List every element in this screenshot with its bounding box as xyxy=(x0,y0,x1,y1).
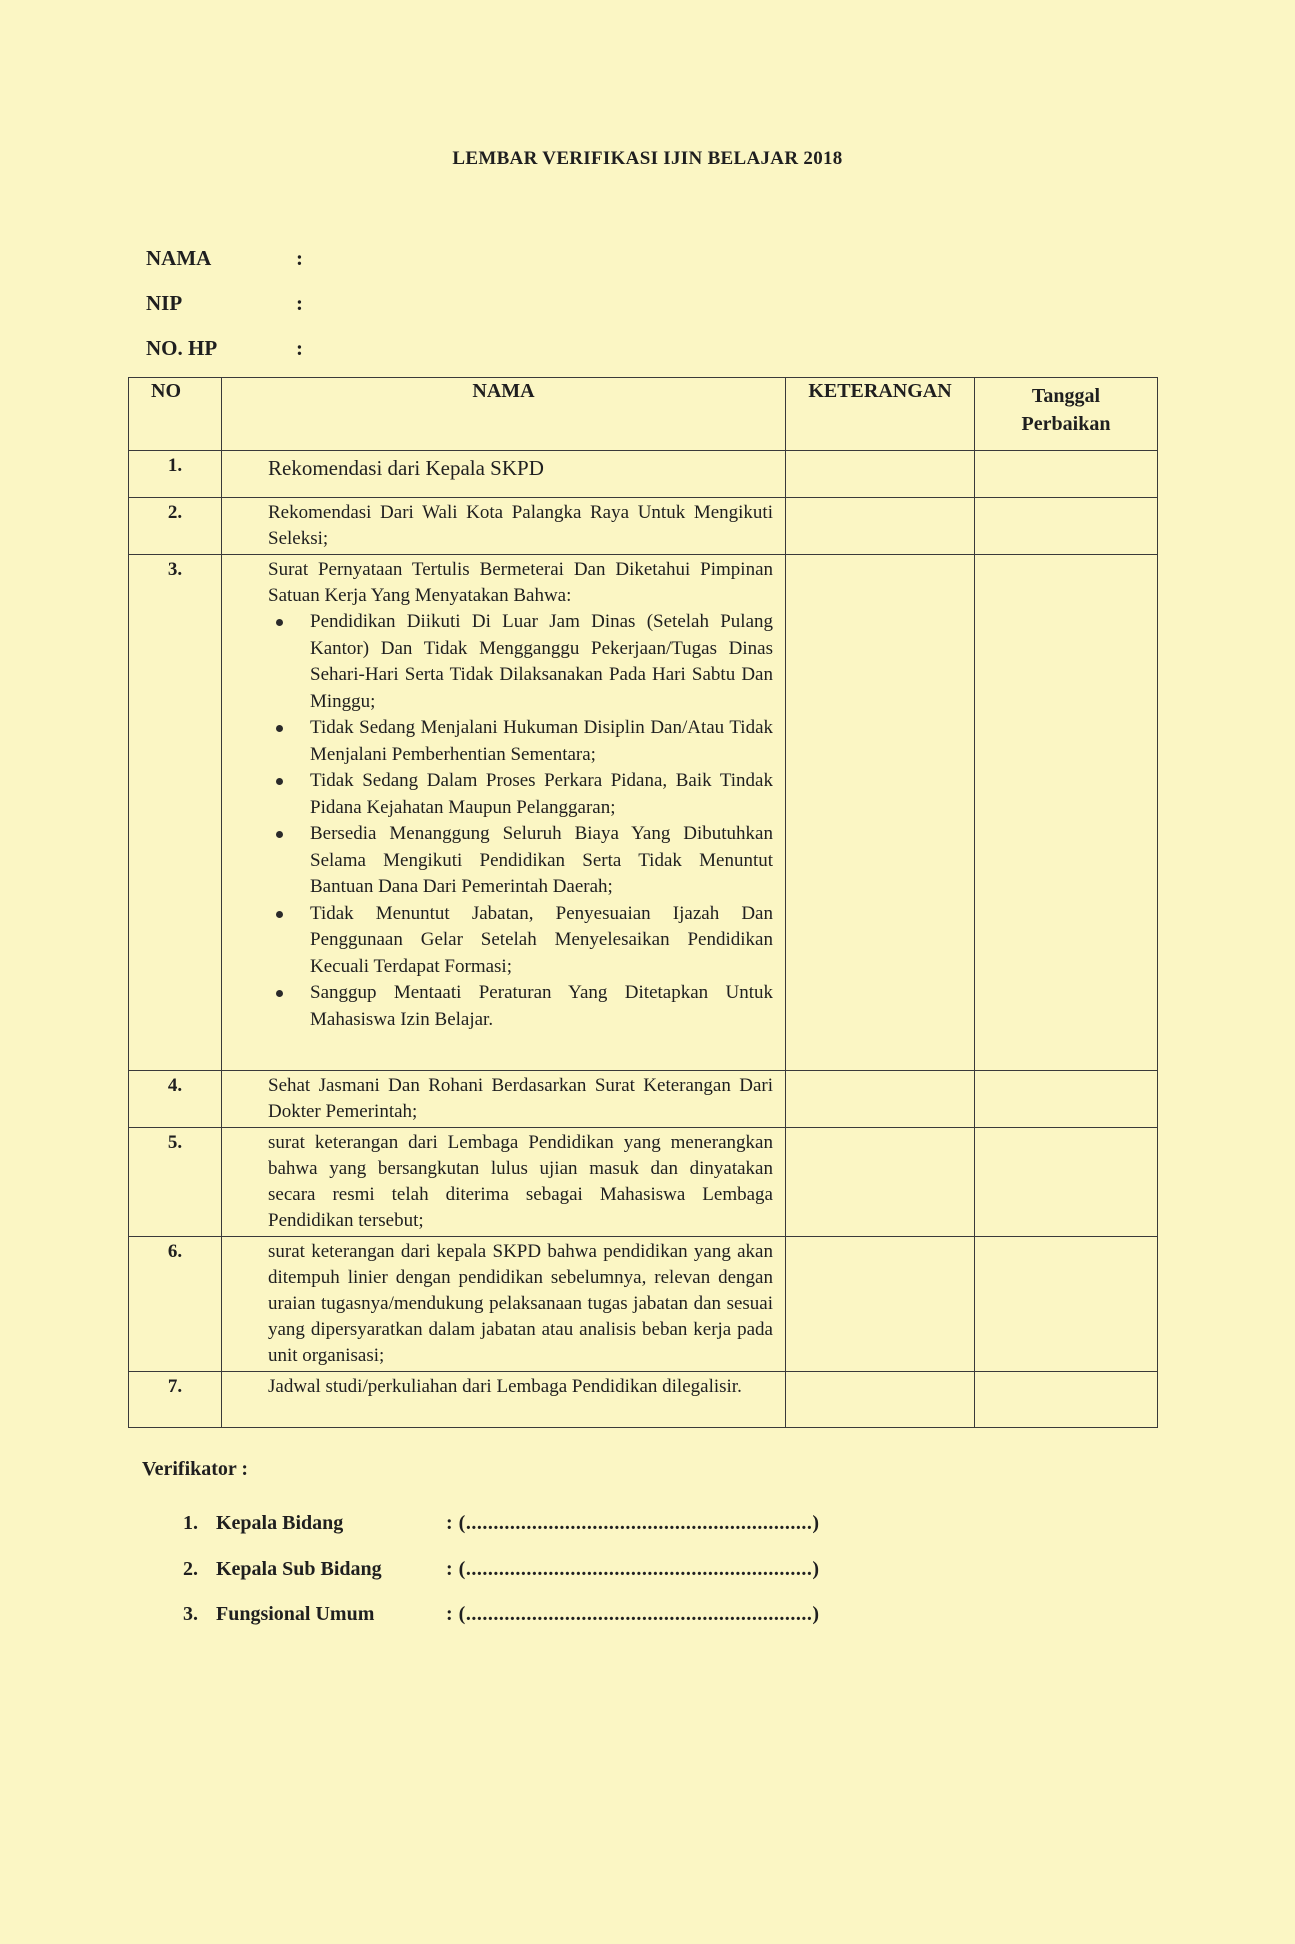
keterangan-cell[interactable] xyxy=(786,451,975,498)
identity-row-nama xyxy=(146,236,316,281)
identity-row-nip xyxy=(146,281,316,326)
table-row xyxy=(129,1237,1158,1372)
requirement-bullet-list xyxy=(268,609,773,1033)
verifikator-role: Kepala Bidang xyxy=(216,1512,344,1535)
row-requirement: Jadwal studi/perkuliahan dari Lembaga Pendidikan dilegalisir. xyxy=(222,1372,786,1428)
identity-colon: : xyxy=(296,291,303,315)
verifikator-title: Verifikator : xyxy=(142,1458,249,1480)
header-nama: NAMA xyxy=(222,378,786,451)
tanggal-perbaikan-cell[interactable] xyxy=(975,1237,1158,1372)
row-requirement: Sehat Jasmani Dan Rohani Berdasarkan Surat Keterangan Dari Dokter Pemerintah; xyxy=(222,1071,786,1128)
tanggal-perbaikan-cell[interactable] xyxy=(975,1372,1158,1428)
list-item-text: Pendidikan Diikuti Di Luar Jam Dinas (Setelah Pulang Kantor) Dan Tidak Mengganggu Pekerjaan/Tugas Dinas Sehari-Hari Serta Tidak Dilaksanakan Pada Hari Sabtu Dan Minggu; xyxy=(310,611,773,712)
header-tanggal-line1: Tanggal xyxy=(1031,385,1101,407)
verifikator-block xyxy=(142,1458,819,1638)
identity-label: NIP xyxy=(146,291,183,315)
table-row xyxy=(129,1372,1158,1428)
row-requirement: surat keterangan dari Lembaga Pendidikan yang menerangkan bahwa yang bersangkutan lulus ujian masuk dan dinyatakan secara resmi telah diterima sebagai Mahasiswa Lembaga Pendidikan tersebut; xyxy=(222,1128,786,1237)
row-number: 6. xyxy=(129,1237,222,1372)
row-number: 2. xyxy=(129,498,222,555)
keterangan-cell[interactable] xyxy=(786,1372,975,1428)
verifikator-row xyxy=(142,1592,819,1638)
row-requirement: surat keterangan dari kepala SKPD bahwa pendidikan yang akan ditempuh linier dengan pendidikan sebelumnya, relevan dengan uraian tugasnya/mendukung pelaksanaan tugas jabatan dan sesuai yang dipersyaratkan dalam jabatan atau analisis beban kerja pada unit organisasi; xyxy=(222,1237,786,1372)
bullet-icon xyxy=(276,725,283,732)
verifikator-number: 1. xyxy=(183,1512,198,1535)
table-row xyxy=(129,1128,1158,1237)
tanggal-perbaikan-cell[interactable] xyxy=(975,1128,1158,1237)
tanggal-perbaikan-cell[interactable] xyxy=(975,498,1158,555)
verifikator-role: Fungsional Umum xyxy=(216,1603,375,1626)
identity-row-no-hp xyxy=(146,326,316,371)
list-item-text: Sanggup Mentaati Peraturan Yang Ditetapkan Untuk Mahasiswa Izin Belajar. xyxy=(310,982,773,1030)
row-requirement-intro: Surat Pernyataan Tertulis Bermeterai Dan Diketahui Pimpinan Satuan Kerja Yang Menyatakan Bahwa: xyxy=(268,559,773,606)
table-row xyxy=(129,498,1158,555)
verification-table xyxy=(128,377,1158,1428)
table-header-row xyxy=(129,378,1158,451)
bullet-icon xyxy=(276,831,283,838)
document-title: LEMBAR VERIFIKASI IJIN BELAJAR 2018 xyxy=(452,148,843,169)
list-item xyxy=(310,609,773,715)
signature-line[interactable]: : (...............................................................) xyxy=(446,1603,820,1626)
verifikator-row xyxy=(142,1547,819,1593)
row-requirement: Rekomendasi Dari Wali Kota Palangka Raya Untuk Mengikuti Seleksi; xyxy=(222,498,786,555)
signature-line[interactable]: : (...............................................................) xyxy=(446,1512,820,1535)
row-number: 7. xyxy=(129,1372,222,1428)
list-item xyxy=(310,715,773,768)
tanggal-perbaikan-cell[interactable] xyxy=(975,555,1158,1071)
table-row xyxy=(129,555,1158,1071)
header-tanggal-line2: Perbaikan xyxy=(1021,413,1111,435)
list-item xyxy=(310,768,773,821)
row-number: 1. xyxy=(129,451,222,498)
list-item-text: Bersedia Menanggung Seluruh Biaya Yang Dibutuhkan Selama Mengikuti Pendidikan Serta Tidak Menuntut Bantuan Dana Dari Pemerintah Daerah; xyxy=(310,823,773,897)
identity-label: NO. HP xyxy=(146,336,218,360)
row-requirement-with-list xyxy=(222,555,786,1071)
header-tanggal-perbaikan xyxy=(975,378,1158,451)
signature-line[interactable]: : (...............................................................) xyxy=(446,1557,820,1580)
row-number: 5. xyxy=(129,1128,222,1237)
row-requirement: Rekomendasi dari Kepala SKPD xyxy=(222,451,786,498)
keterangan-cell[interactable] xyxy=(786,555,975,1071)
list-item xyxy=(310,901,773,981)
keterangan-cell[interactable] xyxy=(786,1128,975,1237)
header-keterangan: KETERANGAN xyxy=(786,378,975,451)
tanggal-perbaikan-cell[interactable] xyxy=(975,1071,1158,1128)
header-no: NO xyxy=(129,378,222,451)
list-item-text: Tidak Sedang Dalam Proses Perkara Pidana, Baik Tindak Pidana Kejahatan Maupun Pelanggaran; xyxy=(310,770,773,818)
list-item-text: Tidak Menuntut Jabatan, Penyesuaian Ijazah Dan Penggunaan Gelar Setelah Menyelesaikan Pendidikan Kecuali Terdapat Formasi; xyxy=(310,902,773,977)
keterangan-cell[interactable] xyxy=(786,498,975,555)
keterangan-cell[interactable] xyxy=(786,1071,975,1128)
table-row xyxy=(129,1071,1158,1128)
verifikator-role: Kepala Sub Bidang xyxy=(216,1557,382,1580)
verifikator-number: 2. xyxy=(183,1557,198,1580)
table-row xyxy=(129,451,1158,498)
list-item xyxy=(310,821,773,901)
identity-colon: : xyxy=(296,336,303,360)
row-number: 4. xyxy=(129,1071,222,1128)
verifikator-row xyxy=(142,1501,819,1547)
row-number: 3. xyxy=(129,555,222,1071)
identity-colon: : xyxy=(296,246,303,270)
bullet-icon xyxy=(276,619,283,626)
list-item xyxy=(310,980,773,1033)
bullet-icon xyxy=(276,778,283,785)
identity-block xyxy=(146,236,316,371)
bullet-icon xyxy=(276,911,283,918)
keterangan-cell[interactable] xyxy=(786,1237,975,1372)
bullet-icon xyxy=(276,990,283,997)
tanggal-perbaikan-cell[interactable] xyxy=(975,451,1158,498)
list-item-text: Tidak Sedang Menjalani Hukuman Disiplin Dan/Atau Tidak Menjalani Pemberhentian Sementara; xyxy=(310,717,773,765)
verifikator-number: 3. xyxy=(183,1603,198,1626)
identity-label: NAMA xyxy=(146,246,212,270)
